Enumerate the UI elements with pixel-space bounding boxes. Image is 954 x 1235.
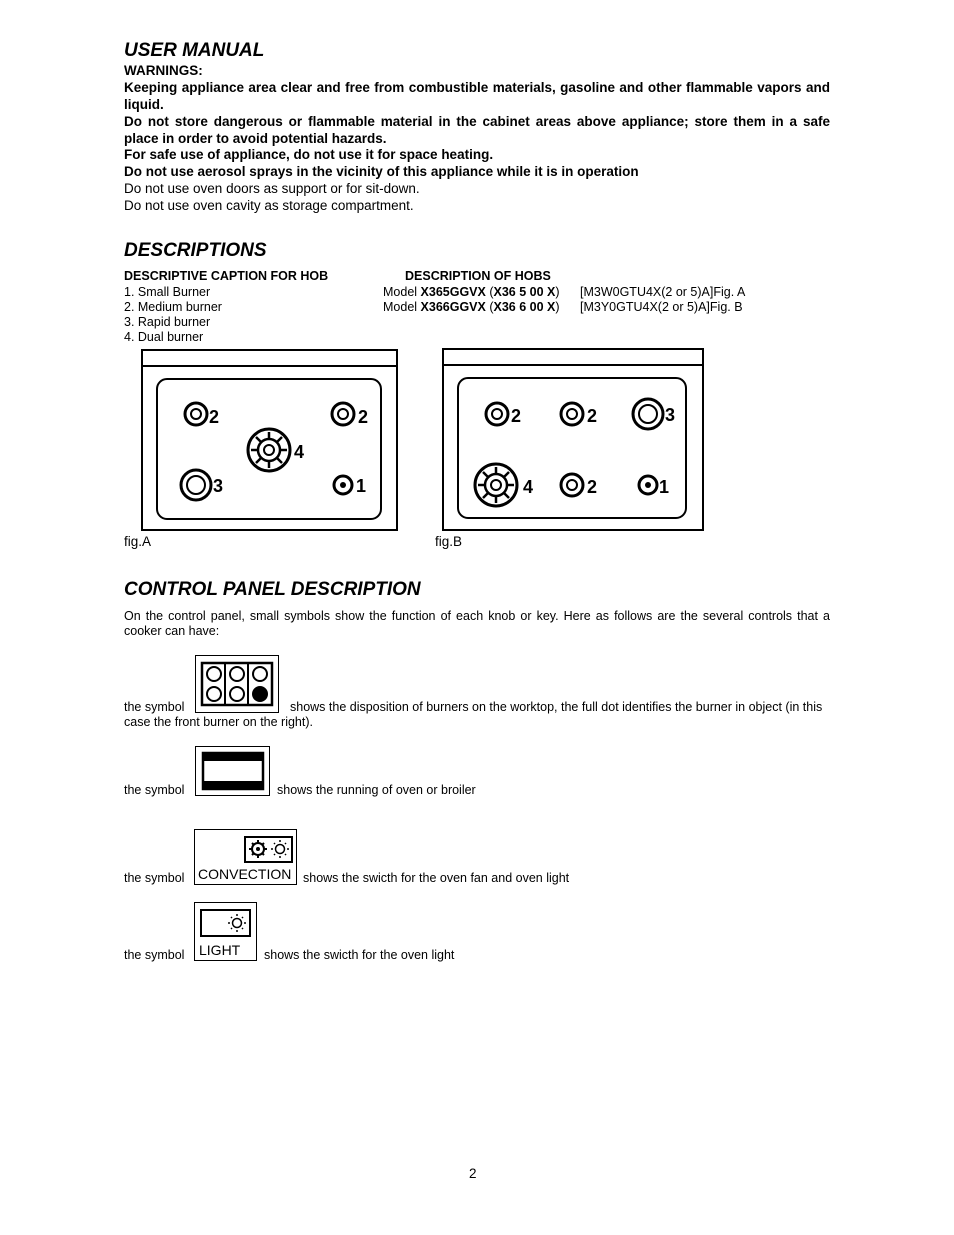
fig-b-num-3: 3 (665, 405, 676, 425)
model-a-open: ( (485, 285, 494, 299)
caption-header: DESCRIPTIVE CAPTION FOR HOB (124, 269, 329, 283)
fan-icon (249, 840, 267, 858)
fig-b-num-5: 2 (587, 477, 598, 497)
fig-a-num-5: 1 (356, 476, 367, 496)
model-b-code: X36 6 00 X (493, 300, 556, 314)
model-b-name: X366GGVX (420, 300, 486, 314)
hob-figure-a (140, 348, 400, 532)
fig-a-num-4: 3 (213, 476, 224, 496)
light-bulb-icon (228, 914, 246, 932)
light-icon (271, 840, 289, 858)
fig-a-label: fig.A (124, 534, 152, 549)
page-number: 2 (469, 1166, 477, 1181)
model-b-open: ( (485, 300, 494, 314)
symbol-3-prefix: the symbol (124, 871, 185, 885)
fig-b-num-6: 1 (659, 477, 670, 497)
warning-6: Do not use oven cavity as storage compartment. (124, 198, 414, 213)
hob-figure-b (441, 347, 706, 533)
symbol-3-description: shows the swicth for the oven fan and oven light (303, 871, 570, 885)
model-a-close: ) (555, 285, 560, 299)
warning-2: Do not store dangerous or flammable material in the cabinet areas above appliance; store them in a safe place in order to avoid potential hazards. (124, 114, 830, 146)
symbol-2-description: shows the running of oven or broiler (277, 783, 476, 797)
light-symbol-icon (194, 902, 257, 961)
warning-3: For safe use of appliance, do not use it for space heating. (124, 147, 494, 162)
user-manual-title: USER MANUAL (124, 40, 265, 61)
oven-symbol-icon (195, 746, 270, 796)
burner-3: 3. Rapid burner (124, 315, 211, 329)
warning-1: Keeping appliance area clear and free from combustible materials, gasoline and other flammable vapors and liquid. (124, 80, 830, 112)
model-b-close: ) (555, 300, 560, 314)
model-a-ref: [M3W0GTU4X(2 or 5)A]Fig. A (580, 285, 746, 299)
fig-b-num-2: 2 (587, 406, 598, 426)
model-a-code: X36 5 00 X (493, 285, 556, 299)
symbol-4-description: shows the swicth for the oven light (264, 948, 455, 962)
fig-b-num-1: 2 (511, 406, 522, 426)
convection-label: CONVECTION (198, 866, 292, 882)
symbol-4-prefix: the symbol (124, 948, 185, 962)
model-b-prefix: Model (383, 300, 421, 314)
burner-1: 1. Small Burner (124, 285, 211, 299)
fig-b-label: fig.B (435, 534, 463, 549)
fig-a-num-3: 4 (294, 442, 305, 462)
fig-b-num-4: 4 (523, 477, 534, 497)
symbol-1-description: shows the disposition of burners on the worktop, the full dot identifies the burner in object (in this case the front burner on the right). (124, 700, 823, 729)
model-b-line (383, 300, 560, 315)
symbol-1-prefix: the symbol (124, 700, 185, 714)
control-panel-title: CONTROL PANEL DESCRIPTION (124, 579, 421, 600)
symbol-2-prefix: the symbol (124, 783, 185, 797)
light-label: LIGHT (199, 942, 241, 958)
burner-2: 2. Medium burner (124, 300, 222, 314)
burner-4: 4. Dual burner (124, 330, 204, 344)
fig-a-num-1: 2 (209, 407, 220, 427)
model-a-prefix: Model (383, 285, 421, 299)
model-a-line (383, 285, 560, 300)
fig-a-num-2: 2 (358, 407, 369, 427)
model-b-ref: [M3Y0GTU4X(2 or 5)A]Fig. B (580, 300, 743, 314)
control-panel-intro: On the control panel, small symbols show the function of each knob or key. Here as follows are the several controls that a cooker can have: (124, 609, 830, 638)
hobs-header: DESCRIPTION OF HOBS (405, 269, 551, 283)
convection-symbol-icon (194, 829, 297, 885)
warning-5: Do not use oven doors as support or for sit-down. (124, 181, 420, 196)
descriptions-title: DESCRIPTIONS (124, 240, 267, 261)
warnings-label: WARNINGS: (124, 63, 203, 78)
model-a-name: X365GGVX (420, 285, 486, 299)
warning-4: Do not use aerosol sprays in the vicinity of this appliance while it is in operation (124, 164, 639, 179)
